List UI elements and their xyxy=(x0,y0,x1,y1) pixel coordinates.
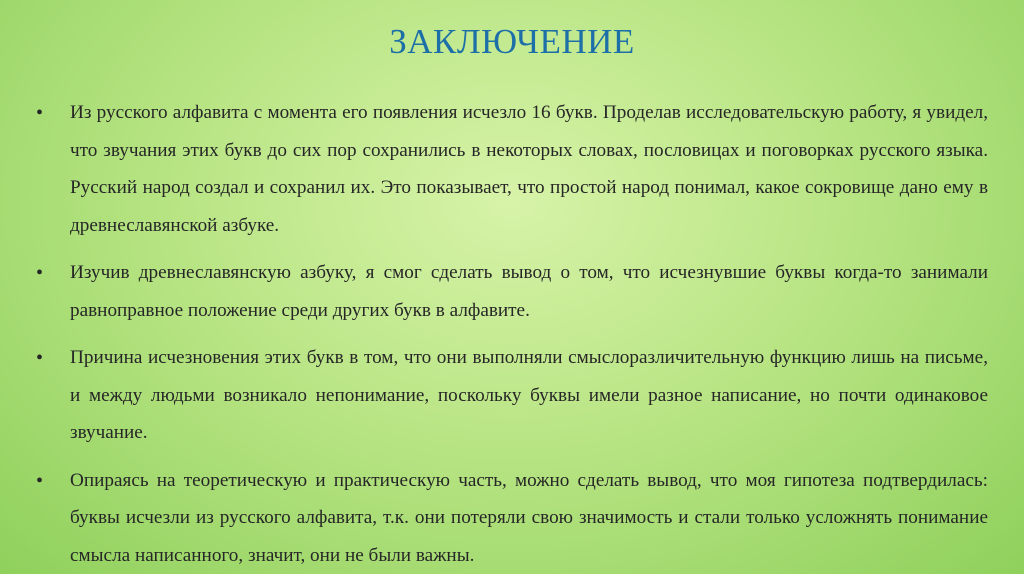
bullet-text: Опираясь на теоретическую и практическую часть, можно сделать вывод, что моя гипотеза подтвердилась: буквы исчезли из русского алфавита, т.к. они потеряли свою значимость и стали только усложнять понимание смысла написанного, значит, они не были важны. xyxy=(70,469,988,566)
bullet-text: Из русского алфавита с момента его появления исчезло 16 букв. Проделав исследовательскую работу, я увидел, что звучания этих букв до сих пор сохранились в некоторых словах, пословицах и поговорках русского языка. Русский народ создал и сохранил их. Это показывает, что простой народ понимал, какое сокровище дано ему в древнеславянской азбуке. xyxy=(70,102,988,236)
bullet-item xyxy=(36,339,988,452)
slide-title: ЗАКЛЮЧЕНИЕ xyxy=(389,22,635,61)
bullet-dot: • xyxy=(36,347,44,369)
bullet-dot: • xyxy=(36,262,44,284)
bullet-item xyxy=(36,462,988,574)
bullet-dot: • xyxy=(36,469,44,492)
bullet-item xyxy=(36,94,988,244)
bullet-item xyxy=(36,254,988,329)
bullet-list xyxy=(36,94,988,574)
bullet-dot: • xyxy=(36,102,44,124)
bullet-text: Изучив древнеславянскую азбуку, я смог сделать вывод о том, что исчезнувшие буквы когда-то занимали равноправное положение среди других букв в алфавите. xyxy=(70,262,988,321)
bullet-text: Причина исчезновения этих букв в том, что они выполняли смыслоразличительную функцию лишь на письме, и между людьми возникало непонимание, поскольку буквы имели разное написание, но почти одинаковое звучание. xyxy=(70,347,988,443)
